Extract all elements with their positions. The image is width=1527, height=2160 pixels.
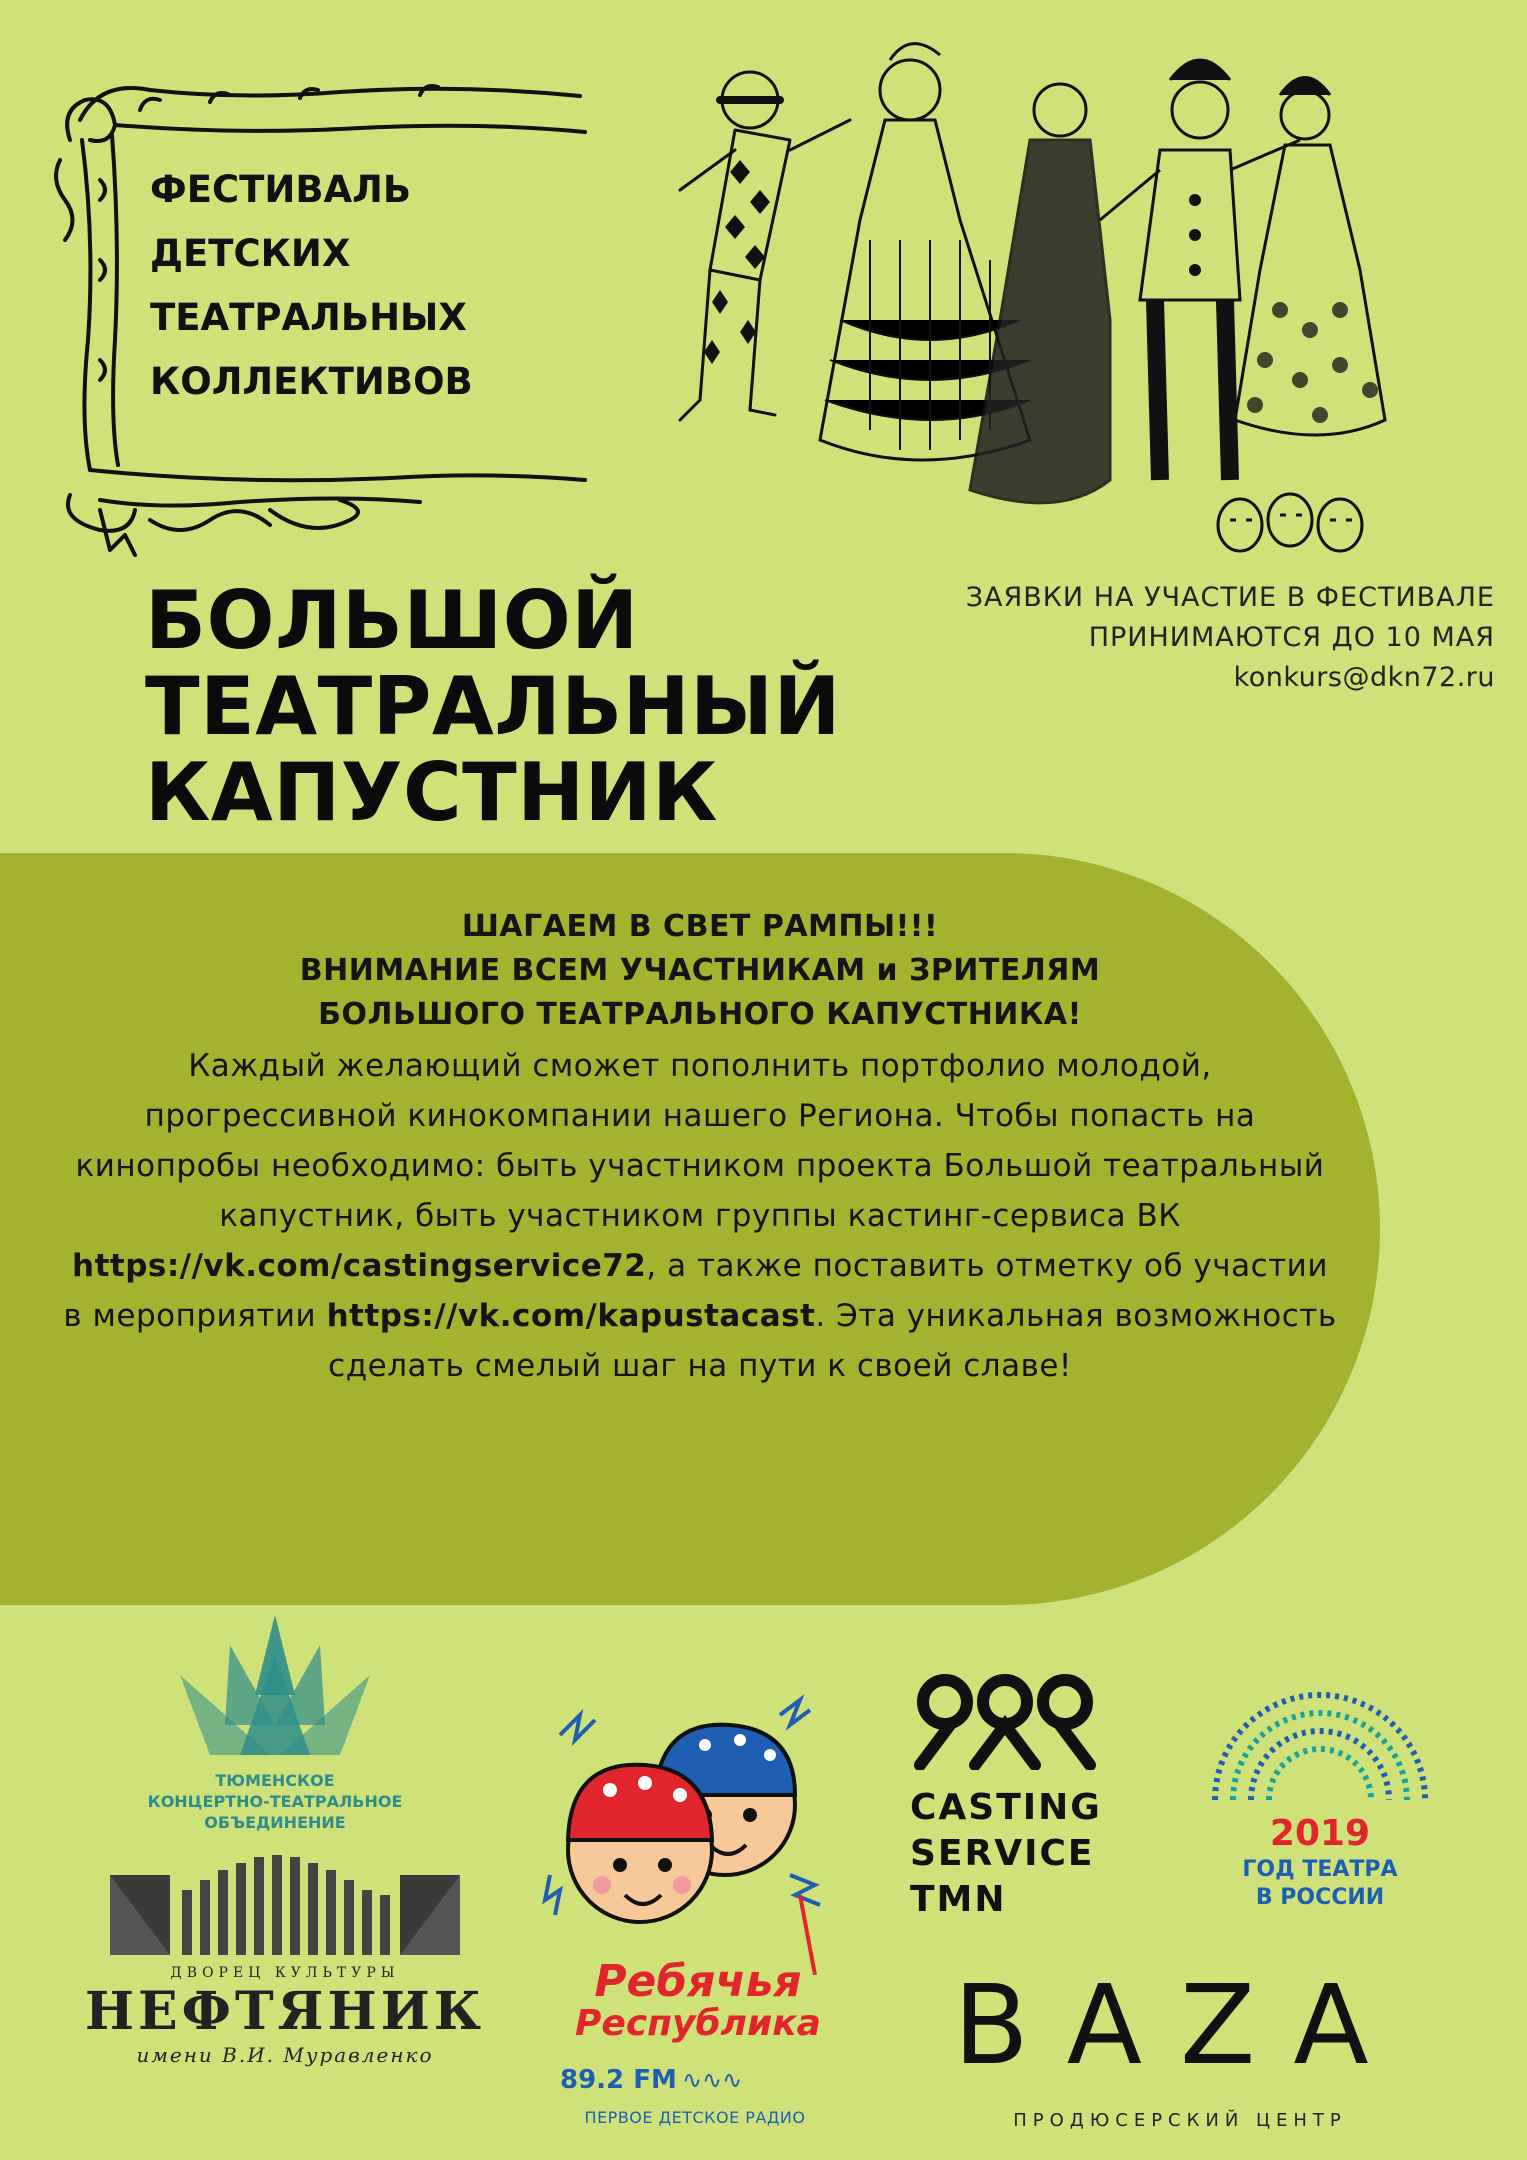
soundwave-icon: ∿∿∿: [681, 2066, 743, 2094]
casting-service-icon: [910, 1670, 1100, 1770]
radio-frequency-value: 89.2 FM: [560, 2065, 677, 2095]
year-line: ГОД ТЕАТРА: [1242, 1857, 1398, 1882]
event-title: [145, 574, 845, 839]
info-body-text: Каждый желающий сможет пополнить портфолио молодой, прогрессивной кинокомпании нашего Региона. Чтобы попасть на кинопробы необходимо: быть участником проекта Большой театральный капустник, быть участником группы кастинг-сервиса ВК: [75, 1048, 1325, 1234]
event-vk-link[interactable]: https://vk.com/kapustacast: [326, 1298, 816, 1334]
year-line: В РОССИИ: [1255, 1885, 1385, 1910]
tkto-line: ОБЪЕДИНЕНИЕ: [204, 1813, 346, 1832]
neftyanik-building-icon: [110, 1855, 460, 1965]
festival-title-line: КОЛЛЕКТИВОВ: [150, 360, 473, 403]
year-of-theatre-text: [1200, 1812, 1440, 1912]
crown-logo-icon: [170, 1615, 380, 1765]
info-heading: ВНИМАНИЕ ВСЕМ УЧАСТНИКАМ и ЗРИТЕЛЯМ: [299, 953, 1101, 988]
baza-logo-name: BAZA: [953, 1961, 1407, 2089]
casting-line: CASTING: [910, 1787, 1102, 1828]
year-of-theatre-icon: [1205, 1640, 1435, 1810]
neftyanik-logo-text: [70, 1965, 500, 2067]
info-body-text: . Эта уникальная возможность сделать смелый шаг на пути к своей славе!: [328, 1298, 1337, 1384]
festival-title-line: ФЕСТИВАЛЬ: [150, 168, 412, 211]
radio-name-line: Республика: [575, 2003, 821, 2044]
event-title-line: БОЛЬШОЙ: [145, 574, 639, 667]
info-heading: ШАГАЕМ В СВЕТ РАМПЫ!!!: [461, 909, 939, 944]
event-title-line: КАПУСТНИК: [145, 746, 719, 839]
tkto-line: КОНЦЕРТНО-ТЕАТРАЛЬНОЕ: [147, 1792, 403, 1811]
kids-radio-mascot-icon: [540, 1675, 830, 1975]
neftyanik-top-line: ДВОРЕЦ КУЛЬТУРЫ: [170, 1965, 400, 1981]
casting-line: TMN: [910, 1879, 1007, 1920]
info-heading: БОЛЬШОГО ТЕАТРАЛЬНОГО КАПУСТНИКА!: [318, 997, 1082, 1032]
neftyanik-subtitle: имени В.И. Муравленко: [136, 2043, 434, 2067]
casting-logo-text: [910, 1785, 1140, 1923]
applications-line: ЗАЯВКИ НА УЧАСТИЕ В ФЕСТИВАЛЕ: [965, 582, 1495, 613]
festival-title-line: ДЕТСКИХ: [150, 232, 351, 275]
radio-frequency: [560, 2065, 840, 2095]
applications-notice: [855, 578, 1495, 698]
contact-email[interactable]: konkurs@dkn72.ru: [1233, 662, 1495, 693]
tkto-line: ТЮМЕНСКОЕ: [215, 1771, 335, 1790]
radio-name-line: Ребячья: [594, 1956, 802, 2007]
info-body: [60, 1041, 1340, 1391]
commedia-figures-illustration: [640, 20, 1400, 580]
info-body-text: , а также поставить отметку об участии в мероприятии: [63, 1248, 1328, 1334]
baza-logo-subtitle: ПРОДЮСЕРСКИЙ ЦЕНТР: [1013, 2110, 1347, 2131]
festival-title-line: ТЕАТРАЛЬНЫХ: [150, 296, 467, 339]
year-value: 2019: [1269, 1813, 1371, 1854]
radio-tagline: ПЕРВОЕ ДЕТСКОЕ РАДИО: [584, 2108, 806, 2127]
info-text-block: [60, 905, 1340, 1391]
casting-vk-link[interactable]: https://vk.com/castingservice72: [72, 1248, 647, 1284]
tkto-logo-text: [130, 1770, 420, 1833]
radio-logo-text: [548, 1956, 848, 2044]
casting-line: SERVICE: [910, 1833, 1095, 1874]
event-title-line: ТЕАТРАЛЬНЫЙ: [145, 660, 841, 753]
applications-deadline: ПРИНИМАЮТСЯ ДО 10 МАЯ: [1088, 622, 1495, 653]
festival-title: [150, 158, 550, 414]
neftyanik-name: НЕФТЯНИК: [84, 1981, 486, 2042]
